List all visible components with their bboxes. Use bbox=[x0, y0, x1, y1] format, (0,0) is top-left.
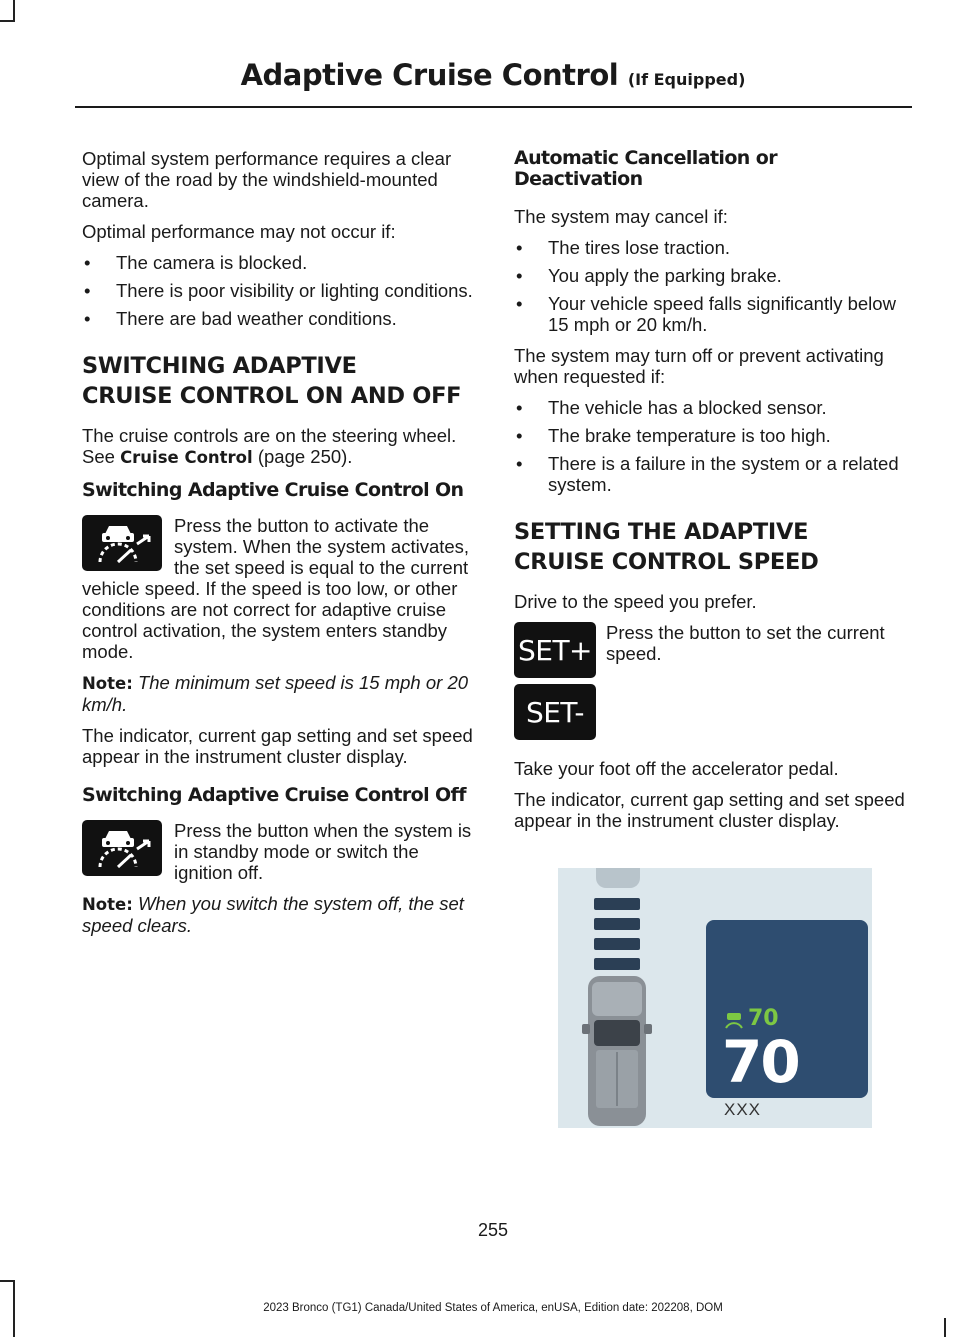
crop-mark-bottom-left-h bbox=[0, 1280, 15, 1282]
bullet-dot: • bbox=[516, 237, 523, 258]
gap-bar bbox=[594, 958, 640, 970]
bullet-dot: • bbox=[84, 280, 91, 301]
cruise-control-link[interactable]: Cruise Control bbox=[120, 448, 253, 467]
list-item: • The tires lose traction. bbox=[516, 237, 730, 258]
cancel-bullet-list bbox=[514, 237, 908, 335]
speed-display-panel bbox=[706, 920, 868, 1098]
gap-bar bbox=[594, 938, 640, 950]
list-item: • The brake temperature is too high. bbox=[516, 425, 831, 446]
bullet-dot: • bbox=[84, 252, 91, 273]
subheading-automatic-cancellation: Automatic Cancellation or Deactivation bbox=[514, 147, 777, 190]
controls-paragraph: The cruise controls are on the steering wheel. See Cruise Control (page 250). bbox=[82, 425, 457, 467]
list-item: • The camera is blocked. bbox=[84, 252, 308, 273]
cluster-placeholder-label: XXX bbox=[724, 1100, 762, 1119]
right-column bbox=[514, 148, 908, 841]
bullet-dot: • bbox=[516, 293, 523, 314]
crop-mark-bottom-right bbox=[944, 1318, 946, 1337]
set-buttons-block bbox=[514, 622, 908, 740]
switch-off-block bbox=[82, 820, 476, 893]
section-heading-switching: SWITCHING ADAPTIVE CRUISE CONTROL ON AND OFF bbox=[82, 353, 462, 409]
bullet-dot: • bbox=[84, 308, 91, 329]
note-set-speed-clears: Note: When you switch the system off, the set speed clears. bbox=[82, 893, 464, 936]
page-title bbox=[0, 58, 960, 92]
gap-bar bbox=[594, 898, 640, 910]
list-item: • Your vehicle speed falls significantly below 15 mph or 20 km/h. bbox=[516, 293, 896, 335]
adaptive-cruise-indicator-icon bbox=[724, 1010, 746, 1030]
set-plus-button-icon: SET+ bbox=[514, 622, 596, 678]
switch-off-paragraph: Press the button when the system is in standby mode or switch the ignition off. bbox=[174, 820, 472, 883]
list-item: • The vehicle has a blocked sensor. bbox=[516, 397, 827, 418]
gap-bar bbox=[594, 918, 640, 930]
list-item: • You apply the parking brake. bbox=[516, 265, 782, 286]
foot-off-paragraph: Take your foot off the accelerator pedal. bbox=[514, 758, 839, 779]
current-speed-value: 70 bbox=[722, 1028, 799, 1096]
performance-bullet-list bbox=[82, 252, 476, 329]
set-speed-paragraph: Press the button to set the current speed. bbox=[606, 622, 885, 664]
set-minus-button-icon: SET- bbox=[514, 684, 596, 740]
lead-vehicle-icon bbox=[596, 868, 640, 888]
crop-mark-top-left-h bbox=[0, 20, 15, 22]
page-title-suffix: (If Equipped) bbox=[627, 70, 746, 89]
page-number: 255 bbox=[477, 1220, 509, 1240]
intro-paragraph-2: Optimal performance may not occur if: bbox=[82, 221, 396, 242]
switch-on-paragraph: Press the button to activate the system. When the system activates, the set speed is equal to the current vehicle speed. If the speed is too low, or other conditions are not correct for adaptive cruise control activation, the system enters standby mode. bbox=[82, 515, 470, 662]
page-title-main: Adaptive Cruise Control bbox=[240, 58, 619, 92]
list-item: • There are bad weather conditions. bbox=[84, 308, 397, 329]
indicator-paragraph-right: The indicator, current gap setting and set speed appear in the instrument cluster display. bbox=[514, 789, 905, 831]
section-heading-setting-speed: SETTING THE ADAPTIVE CRUISE CONTROL SPEED bbox=[514, 519, 819, 575]
turn-off-bullet-list bbox=[514, 397, 908, 495]
switch-on-block bbox=[82, 515, 476, 672]
bullet-dot: • bbox=[516, 265, 523, 286]
edition-footer: 2023 Bronco (TG1) Canada/United States of America, enUSA, Edition date: 202208, DOM bbox=[263, 1302, 723, 1314]
subheading-switch-off: Switching Adaptive Cruise Control Off bbox=[82, 784, 466, 806]
note-minimum-speed: Note: The minimum set speed is 15 mph or 20 km/h. bbox=[82, 672, 469, 715]
bullet-dot: • bbox=[516, 453, 523, 474]
set-speed-indicator: 70 bbox=[748, 1006, 779, 1031]
drive-paragraph: Drive to the speed you prefer. bbox=[514, 591, 757, 612]
header-rule bbox=[75, 106, 912, 108]
bullet-dot: • bbox=[516, 397, 523, 418]
cancel-intro: The system may cancel if: bbox=[514, 206, 728, 227]
turn-off-intro: The system may turn off or prevent activating when requested if: bbox=[514, 345, 884, 387]
instrument-cluster-illustration bbox=[558, 868, 872, 1128]
list-item: • There is poor visibility or lighting conditions. bbox=[84, 280, 473, 301]
subheading-switch-on: Switching Adaptive Cruise Control On bbox=[82, 479, 464, 501]
bullet-dot: • bbox=[516, 425, 523, 446]
intro-paragraph-1: Optimal system performance requires a clear view of the road by the windshield-mounted camera. bbox=[82, 148, 452, 211]
vehicle-icon bbox=[582, 972, 652, 1128]
adaptive-cruise-button-icon bbox=[82, 820, 162, 876]
adaptive-cruise-button-icon bbox=[82, 515, 162, 571]
crop-mark-top-left bbox=[13, 0, 15, 20]
list-item: • There is a failure in the system or a related system. bbox=[516, 453, 899, 495]
left-column bbox=[82, 148, 476, 946]
indicator-paragraph-left: The indicator, current gap setting and set speed appear in the instrument cluster display. bbox=[82, 725, 473, 767]
